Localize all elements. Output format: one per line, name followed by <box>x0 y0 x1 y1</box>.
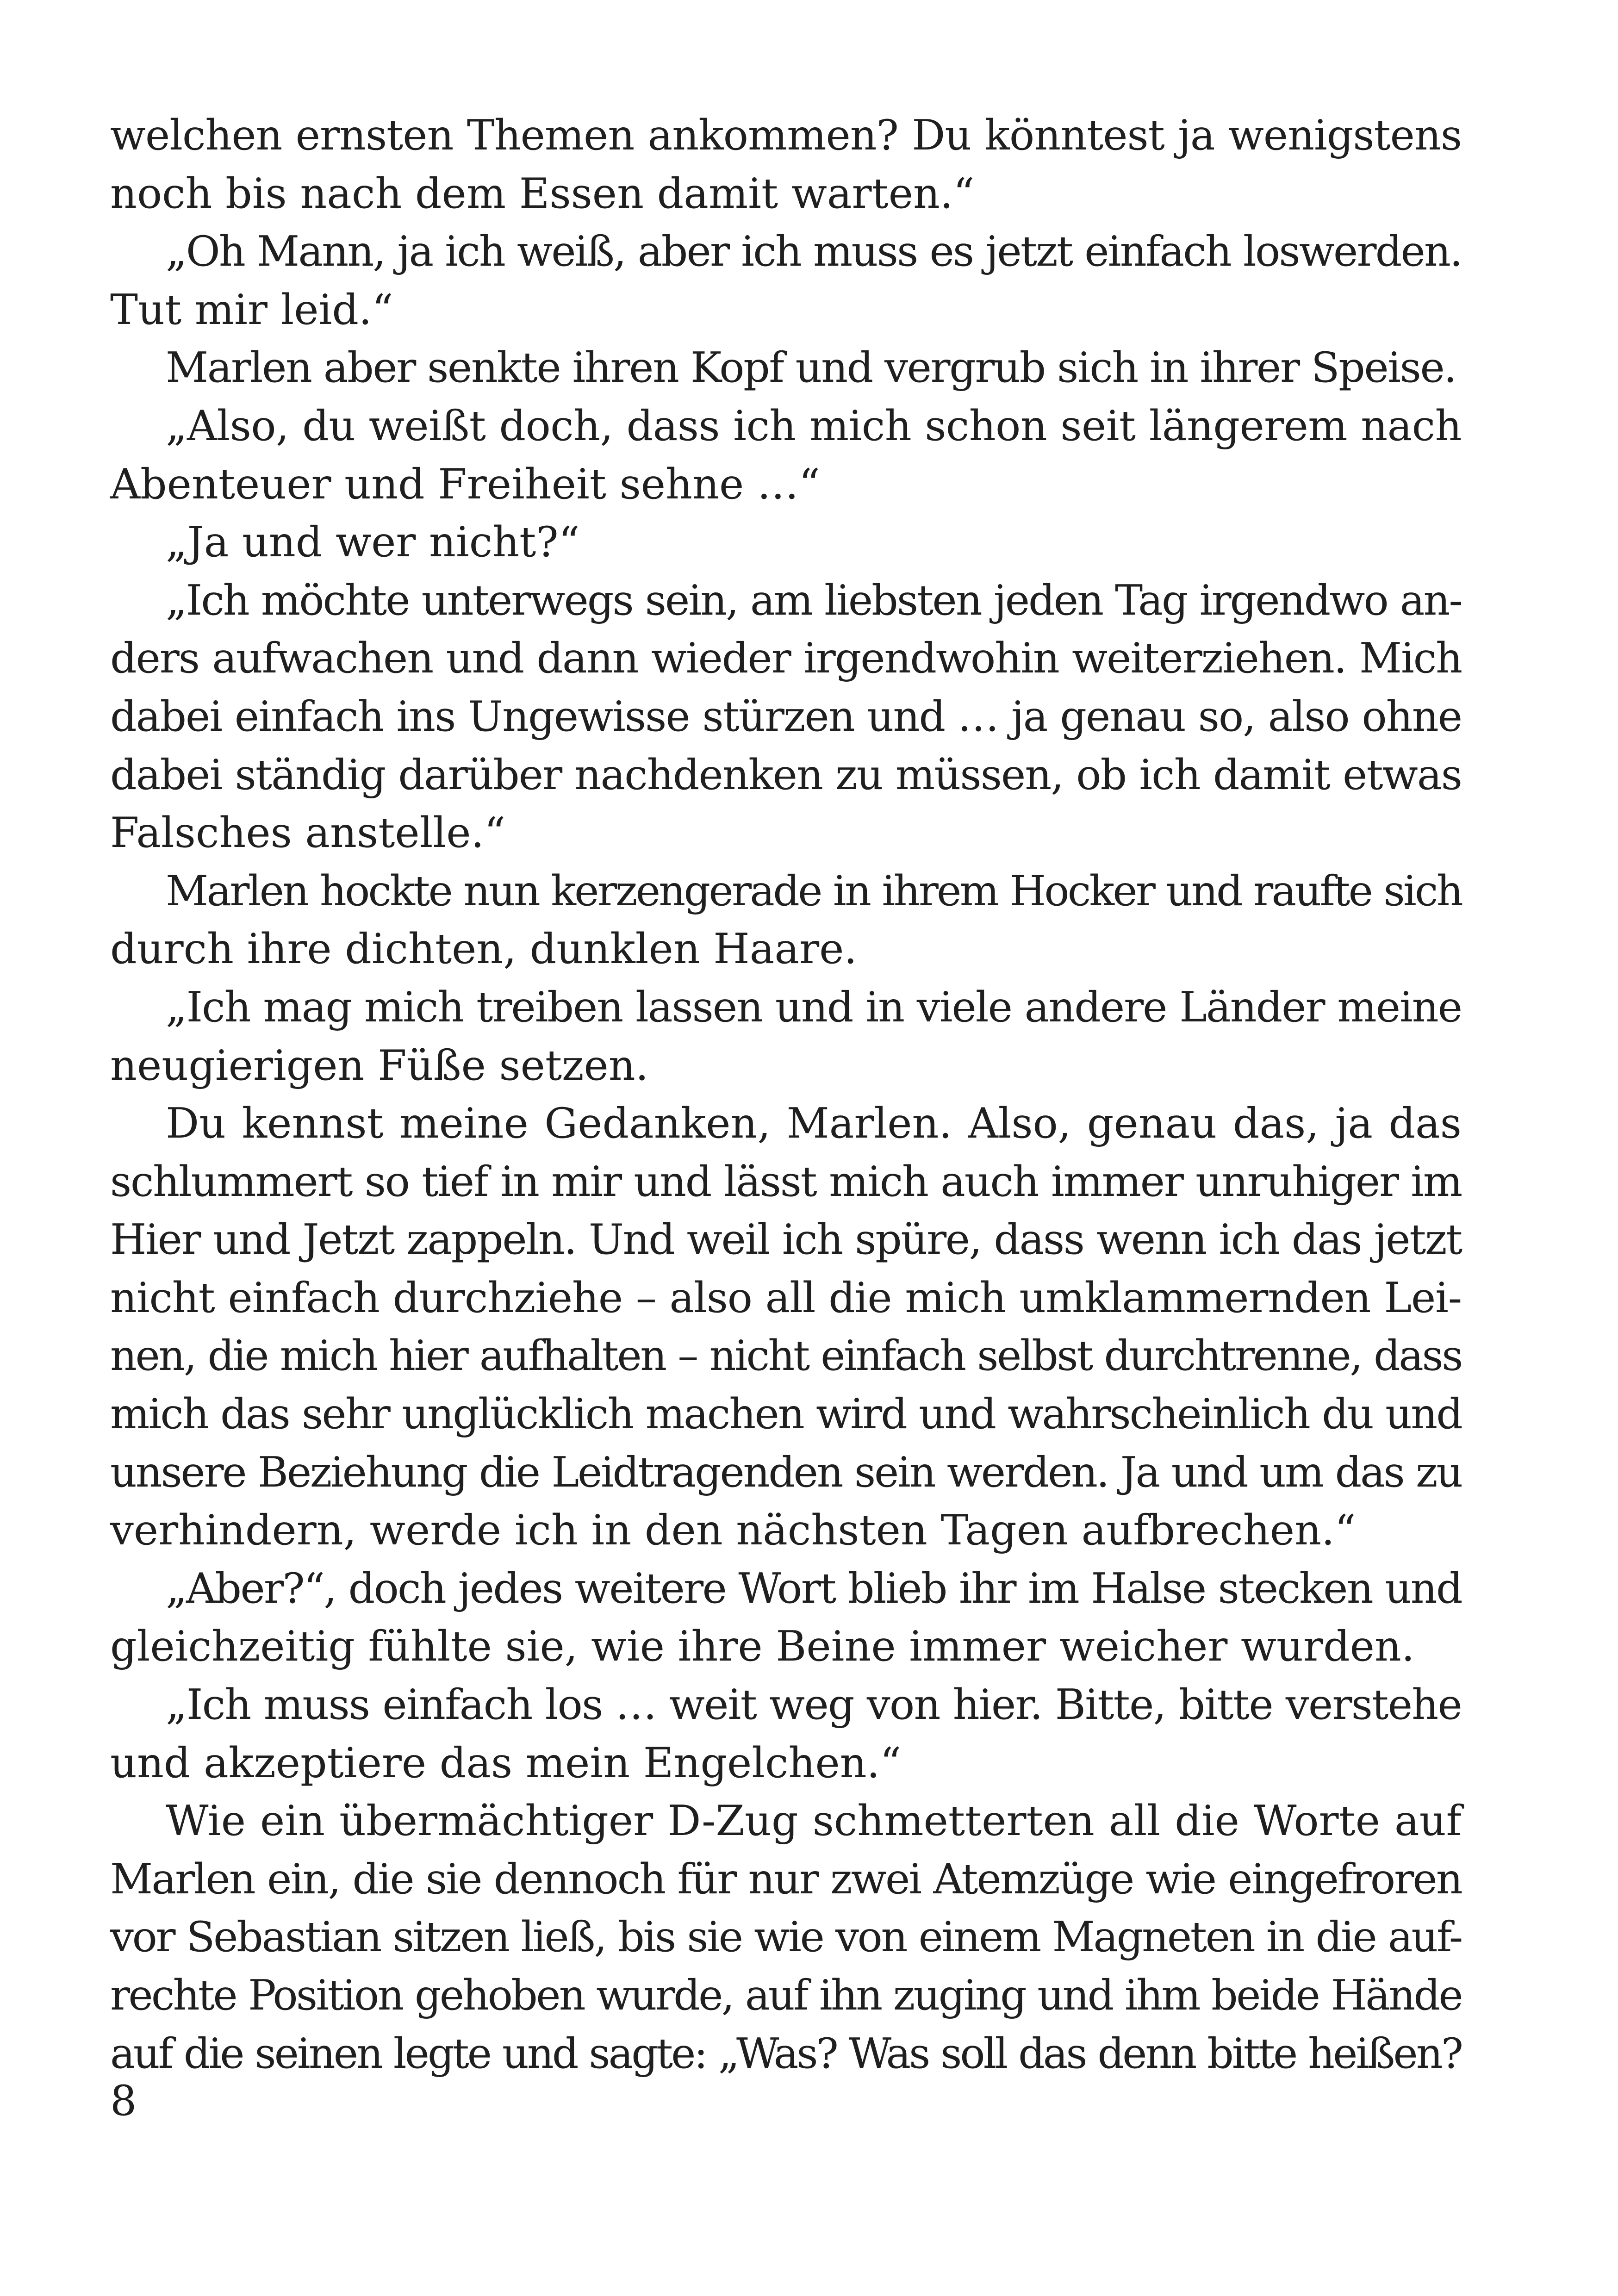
text-line: verhindern, werde ich in den nächsten Tagen aufbrechen.“ <box>110 1506 1356 1555</box>
text-line: auf die seinen legte und sagte: „Was? Was soll das denn bitte heißen? <box>110 2029 1462 2078</box>
text-line: noch bis nach dem Essen damit warten.“ <box>110 169 975 218</box>
paragraph <box>110 862 1462 978</box>
paragraph <box>110 572 1462 862</box>
text-line: gleichzeitig fühlte sie, wie ihre Beine immer weicher wurden. <box>110 1622 1415 1671</box>
text-line: „Aber?“, doch jedes weitere Wort blieb ihr im Halse stecken und <box>166 1564 1462 1613</box>
text-line: und akzeptiere das mein Engelchen.“ <box>110 1738 902 1787</box>
paragraph <box>110 223 1462 339</box>
text-line: unsere Beziehung die Leidtragenden sein werden. Ja und um das zu <box>110 1448 1462 1497</box>
text-line: „Ich mag mich treiben lassen und in viele andere Länder meine <box>166 983 1462 1032</box>
text-line: „Also, du weißt doch, dass ich mich schon seit längerem nach <box>166 401 1462 450</box>
text-line: nicht einfach durchziehe – also all die mich umklammernden Lei- <box>110 1273 1462 1322</box>
text-line: Du kennst meine Gedanken, Marlen. Also, genau das, ja das <box>166 1099 1462 1148</box>
text-line: vor Sebastian sitzen ließ, bis sie wie von einem Magneten in die auf- <box>110 1913 1462 1962</box>
paragraph <box>110 339 1462 397</box>
text-line: Hier und Jetzt zappeln. Und weil ich spüre, dass wenn ich das jetzt <box>110 1215 1462 1264</box>
text-line: Marlen ein, die sie dennoch für nur zwei Atemzüge wie eingefroren <box>110 1854 1462 1904</box>
paragraph <box>110 1095 1462 1560</box>
text-line: „Ich muss einfach los … weit weg von hier. Bitte, bitte verstehe <box>166 1680 1462 1730</box>
text-line: Marlen hockte nun kerzengerade in ihrem Hocker und raufte sich <box>166 866 1462 915</box>
text-line: Abenteuer und Freiheit sehne …“ <box>110 460 820 509</box>
page-number: 8 <box>110 2077 137 2125</box>
paragraph <box>110 978 1462 1095</box>
text-line: ders aufwachen und dann wieder irgendwohin weiterziehen. Mich <box>110 634 1462 683</box>
paragraph <box>110 106 1462 223</box>
text-line: „Ja und wer nicht?“ <box>166 518 580 567</box>
text-line: rechte Position gehoben wurde, auf ihn zuging und ihm beide Hände <box>110 1971 1462 2020</box>
text-line: „Ich möchte unterwegs sein, am liebsten jeden Tag irgendwo an- <box>166 576 1462 625</box>
text-line: Wie ein übermächtiger D-Zug schmetterten all die Worte auf <box>166 1797 1462 1846</box>
text-line: „Oh Mann, ja ich weiß, aber ich muss es jetzt einfach loswerden. <box>166 227 1462 276</box>
text-line: durch ihre dichten, dunklen Haare. <box>110 925 857 974</box>
text-line: Tut mir leid.“ <box>110 285 393 334</box>
text-line: dabei ständig darüber nachdenken zu müssen, ob ich damit etwas <box>110 750 1462 799</box>
text-line: welchen ernsten Themen ankommen? Du könntest ja wenigstens <box>110 111 1462 160</box>
text-line: neugierigen Füße setzen. <box>110 1041 649 1090</box>
text-line: Falsches anstelle.“ <box>110 809 506 858</box>
text-line: Marlen aber senkte ihren Kopf und vergrub sich in ihrer Speise. <box>166 343 1456 392</box>
paragraph <box>110 397 1462 513</box>
text-line: schlummert so tief in mir und lässt mich auch immer unruhiger im <box>110 1157 1462 1206</box>
text-line: nen, die mich hier aufhalten – nicht einfach selbst durchtrenne, dass <box>110 1332 1462 1381</box>
body-text <box>110 106 1462 2083</box>
text-line: mich das sehr unglücklich machen wird und wahrscheinlich du und <box>110 1390 1462 1439</box>
paragraph <box>110 513 1462 572</box>
paragraph <box>110 1676 1462 1792</box>
text-line: dabei einfach ins Ungewisse stürzen und … ja genau so, also ohne <box>110 692 1462 741</box>
paragraph <box>110 1792 1462 2083</box>
paragraph <box>110 1560 1462 1676</box>
